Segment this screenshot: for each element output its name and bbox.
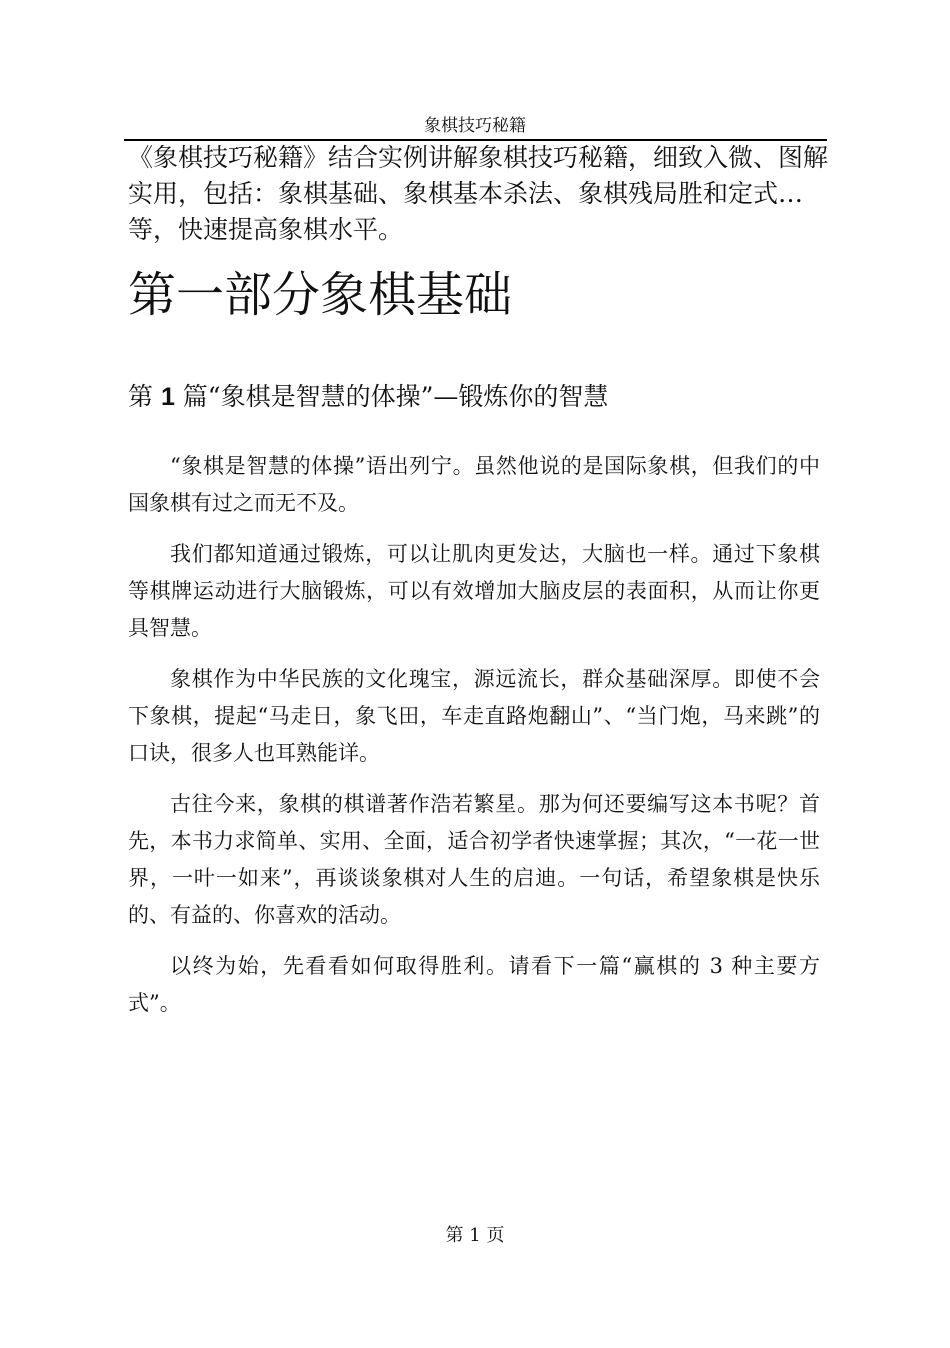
chapter-number: 1 [160,383,175,411]
body-paragraph: 以终为始，先看看如何取得胜利。请看下一篇“赢棋的 3 种主要方式”。 [128,954,820,1015]
body-paragraph: 象棋作为中华民族的文化瑰宝，源远流长，群众基础深厚。即使不会下象棋，提起“马走日，象飞田，车走直路炮翻山”、“当门炮，马来跳”的口诀，很多人也耳熟能详。 [128,667,820,765]
body-paragraph: 古往今来，象棋的棋谱著作浩若繁星。那为何还要编写这本书呢？首先，本书力求简单、实用、全面，适合初学者快速掌握；其次，“一花一世界，一叶一如来”，再谈谈象棋对人生的启迪。一句话，希望象棋是快乐的、有益的、你喜欢的活动。 [128,792,820,927]
chapter-prefix: 第 [128,382,161,411]
body-paragraph: 我们都知道通过锻炼，可以让肌肉更发达，大脑也一样。通过下象棋等棋牌运动进行大脑锻炼，可以有效增加大脑皮层的表面积，从而让你更具智慧。 [128,542,820,640]
chapter-title-text: 篇“象棋是智慧的体操”—锻炼你的智慧 [174,382,609,411]
chapter-title [128,378,828,416]
part-title: 第一部分象棋基础 [128,267,513,323]
intro-paragraph: 《象棋技巧秘籍》结合实例讲解象棋技巧秘籍，细致入微、图解实用，包括：象棋基础、象棋基本杀法、象棋残局胜和定式…等，快速提高象棋水平。 [128,143,829,244]
page-number: 第 1 页 [445,1225,505,1246]
body-text [128,448,820,1036]
running-header: 象棋技巧秘籍 [424,116,526,136]
body-paragraph: “象棋是智慧的体操”语出列宁。虽然他说的是国际象棋，但我们的中国象棋有过之而无不及。 [128,454,820,515]
